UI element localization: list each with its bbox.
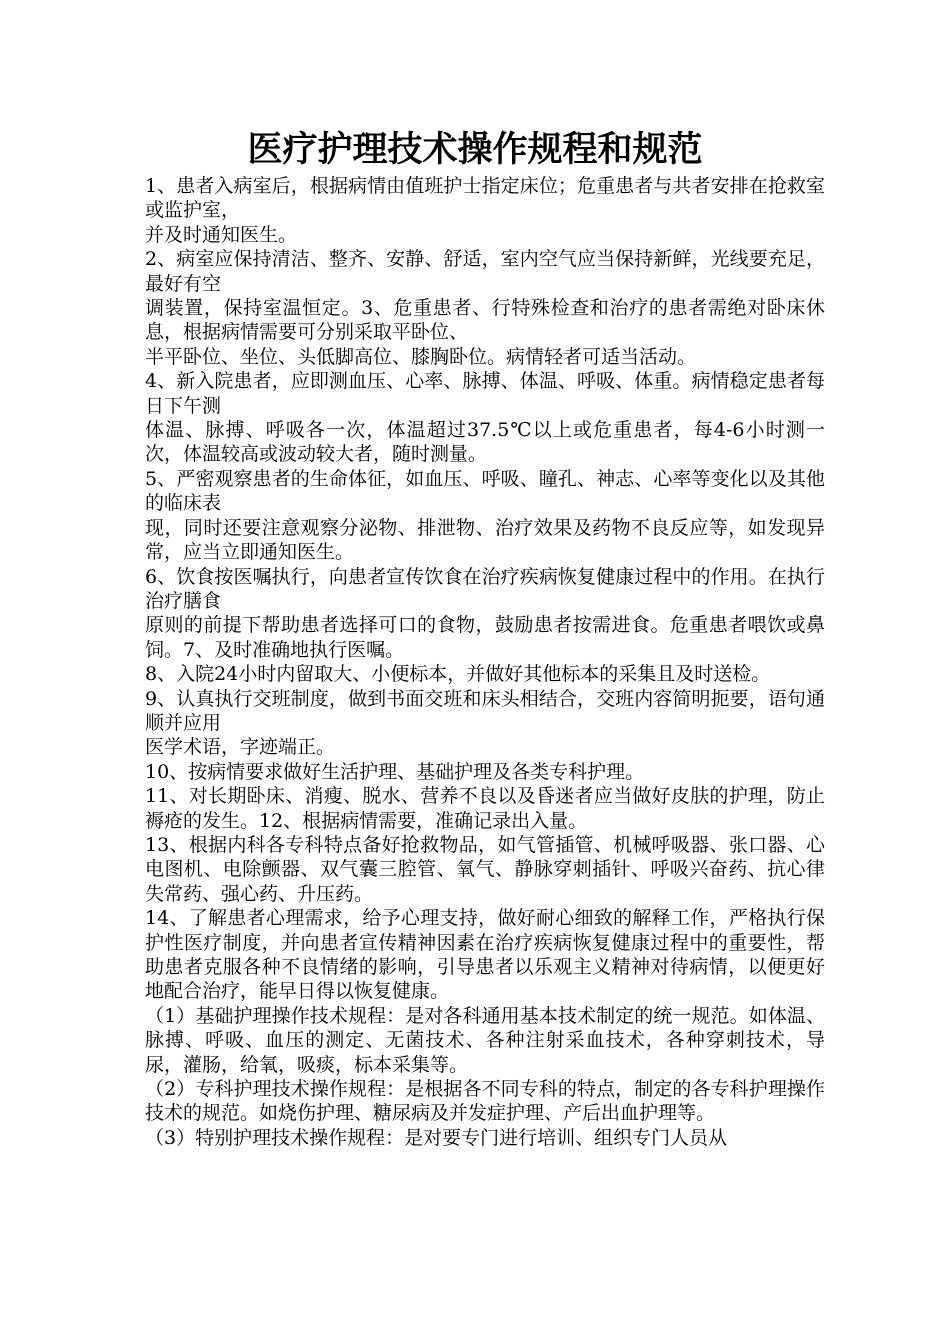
paragraph: 11、对长期卧床、消瘦、脱水、营养不良以及昏迷者应当做好皮肤的护理，防止褥疮的发生。12、根据病情需要，准确记录出入量。 [145,785,825,832]
paragraph: 体温、脉搏、呼吸各一次，体温超过37.5℃以上或危重患者，每4-6小时测一次，体温较高或波动较大者，随时测量。 [145,419,825,466]
paragraph: 8、入院24小时内留取大、小便标本，并做好其他标本的采集且及时送检。 [145,663,771,686]
paragraph: 2、病室应保持清洁、整齐、安静、舒适，室内空气应当保持新鲜，光线要充足，最好有空 [145,248,825,295]
paragraph: 半平卧位、坐位、头低脚高位、膝胸卧位。病情轻者可适当活动。 [145,345,697,368]
paragraph: 现，同时还要注意观察分泌物、排泄物、治疗效果及药物不良反应等，如发现异常，应当立即通知医生。 [145,516,825,564]
document-body [145,174,825,1150]
paragraph: 调装置，保持室温恒定。3、危重患者、行特殊检查和治疗的患者需绝对卧床休息，根据病情需要可分别采取平卧位、 [145,297,825,344]
paragraph: 10、按病情要求做好生活护理、基础护理及各类专科护理。 [145,760,645,783]
paragraph: 5、严密观察患者的生命体征，如血压、呼吸、瞳孔、神志、心率等变化以及其他的临床表 [145,467,825,515]
paragraph: 原则的前提下帮助患者选择可口的食物，鼓励患者按需进食。危重患者喂饮或鼻饲。7、及时准确地执行医嘱。 [145,614,825,661]
paragraph: 14、了解患者心理需求，给予心理支持，做好耐心细致的解释工作，严格执行保护性医疗制度，并向患者宣传精神因素在治疗疾病恢复健康过程中的重要性，帮助患者克服各种不良情绪的影响，引导患者以乐观主义精神对待病情，以便更好地配合治疗，能早日得以恢复健康。 [145,907,825,1003]
paragraph: （2）专科护理技术操作规程：是根据各不同专科的特点，制定的各专科护理操作技术的规范。如烧伤护理、糖尿病及并发症护理、产后出血护理等。 [145,1078,825,1125]
paragraph: 1、患者入病室后，根据病情由值班护士指定床位；危重患者与共者安排在抢救室或监护室， [145,175,825,222]
paragraph: 医学术语，字迹端正。 [145,736,336,759]
paragraph: （3）特别护理技术操作规程：是对要专门进行培训、组织专门人员从 [145,1126,728,1149]
document-title: 医疗护理技术操作规程和规范 [247,129,703,170]
paragraph: 13、根据内科各专科特点备好抢救物品，如气管插管、机械呼吸器、张口器、心电图机、电除颤器、双气囊三腔管、氧气、静脉穿刺插针、呼吸兴奋药、抗心律失常药、强心药、升压药。 [145,833,825,905]
paragraph: 6、饮食按医嘱执行，向患者宣传饮食在治疗疾病恢复健康过程中的作用。在执行治疗膳食 [145,565,825,612]
paragraph: 并及时通知医生。 [145,223,298,246]
paragraph: 4、新入院患者，应即测血压、心率、脉搏、体温、呼吸、体重。病情稳定患者每日下午测 [145,370,825,417]
paragraph: 9、认真执行交班制度，做到书面交班和床头相结合，交班内容简明扼要，语句通顺并应用 [145,687,825,734]
paragraph: （1）基础护理操作技术规程：是对各科通用基本技术制定的统一规范。如体温、脉搏、呼吸、血压的测定、无菌技术、各种注射采血技术，各种穿刺技术，导尿，灌肠，给氧，吸痰，标本采集等。 [145,1004,825,1076]
